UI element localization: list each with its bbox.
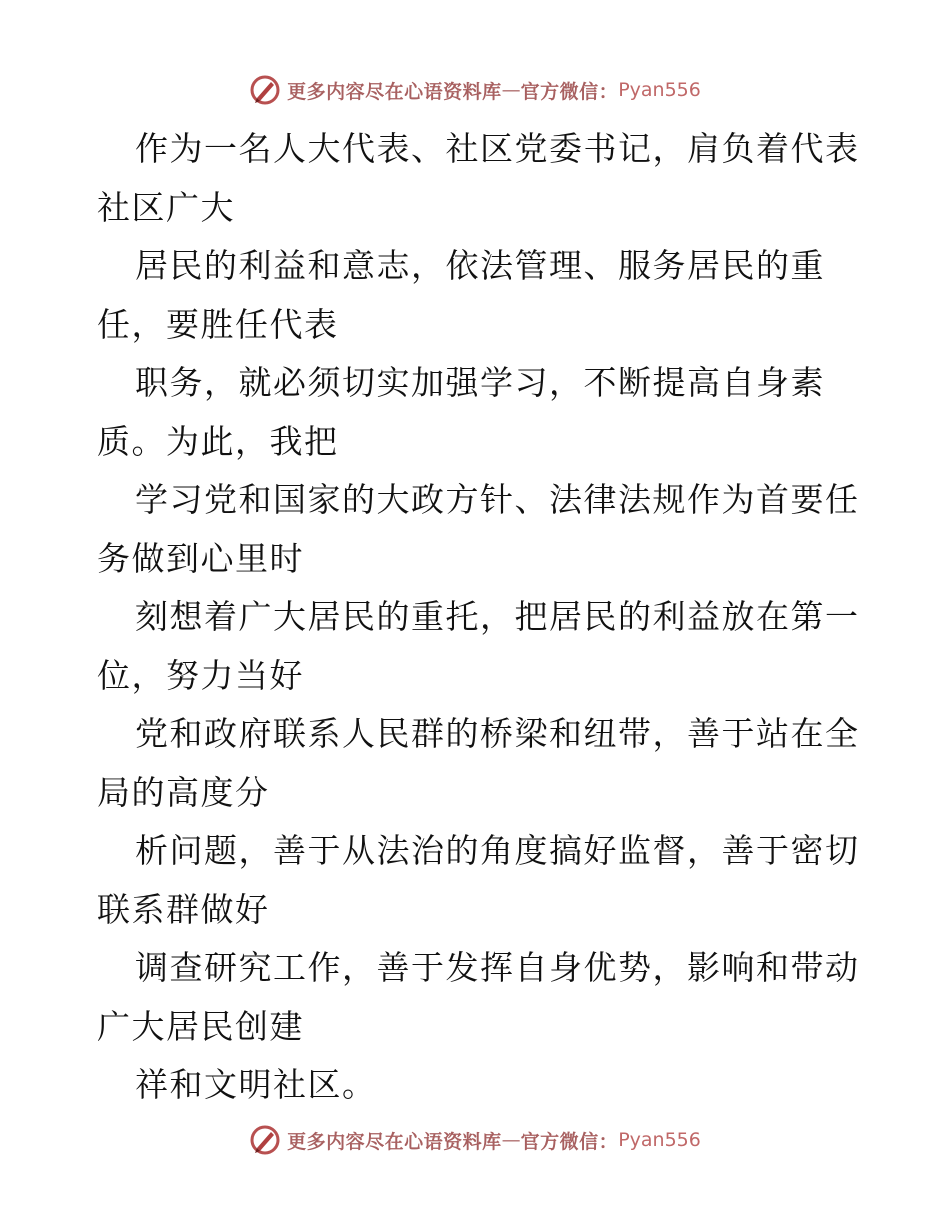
body-text-line: 任，要胜任代表 (97, 304, 339, 344)
body-text-line: 党和政府联系人民群的桥梁和纽带，善于站在全 (135, 714, 860, 753)
footer-watermark (0, 1120, 950, 1160)
body-text-line: 调查研究工作，善于发挥自身优势，影响和带动 (135, 948, 860, 987)
watermark-text: 更多内容尽在心语资料库 (287, 80, 502, 103)
header-watermark (0, 70, 950, 110)
pen-logo-icon (249, 74, 281, 106)
body-text-line: 刻想着广大居民的重托，把居民的利益放在第一 (135, 597, 860, 636)
watermark-separator: — (501, 79, 521, 101)
body-text-line: 务做到心里时 (97, 538, 304, 578)
body-text-line: 职务，就必须切实加强学习，不断提高自身素 (135, 363, 825, 402)
watermark-text: 更多内容尽在心语资料库 (287, 1130, 502, 1153)
body-text-line: 社区广大 (97, 187, 235, 227)
body-text-line: 广大居民创建 (97, 1006, 304, 1046)
body-text-line: 祥和文明社区。 (135, 1065, 377, 1104)
body-text-line: 作为一名人大代表、社区党委书记，肩负着代表 (135, 129, 860, 168)
body-text-line: 学习党和国家的大政方针、法律法规作为首要任 (135, 480, 860, 519)
body-text-line: 位，努力当好 (97, 655, 304, 695)
watermark-wechat-label: 官方微信： (520, 1130, 619, 1153)
document-body (97, 120, 867, 1115)
pen-logo-icon (249, 1124, 281, 1156)
watermark-separator: — (501, 1129, 521, 1151)
watermark-wechat-id: Pyan556 (618, 1129, 701, 1151)
body-text-line: 居民的利益和意志，依法管理、服务居民的重 (135, 246, 825, 285)
body-text-line: 联系群做好 (97, 889, 270, 929)
body-text-line: 质。为此，我把 (97, 421, 339, 461)
watermark-wechat-label: 官方微信： (520, 80, 619, 103)
body-text-line: 析问题，善于从法治的角度搞好监督，善于密切 (135, 831, 860, 870)
body-text-line: 局的高度分 (97, 772, 270, 812)
watermark-wechat-id: Pyan556 (618, 79, 701, 101)
